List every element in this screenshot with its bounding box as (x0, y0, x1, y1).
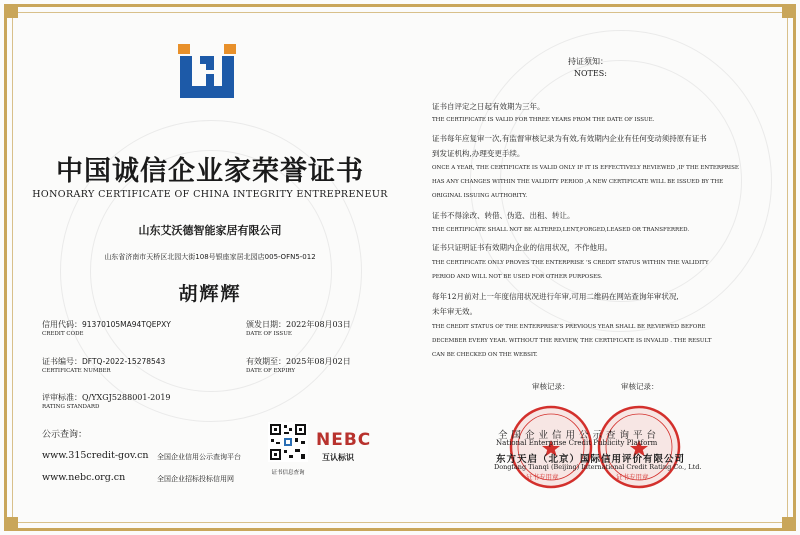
notes-title: 持证须知： (568, 57, 608, 66)
note-2-en: ONCE A YEAR, THE CERTIFICATE IS VALID ONLY IF IT IS EFFECTIVELY REVIEWED ,IF THE ENTERPRISE (432, 165, 739, 171)
frame-corner (782, 4, 796, 18)
notes-title-en: NOTES: (574, 69, 607, 78)
issue-date-en: DATE OF ISSUE (246, 331, 292, 337)
note-3-en: THE CERTIFICATE SHALL NOT BE ALTERED,LENT,FORGED,LEASED OR TRANSFERRED. (432, 227, 690, 233)
company-address: 山东省济南市天桥区北园大街108号银座家居北园店005-OFN5-012 (104, 253, 316, 261)
frame-corner (4, 4, 18, 18)
expiry-date-label: 有效期至： (246, 357, 286, 366)
note-2-cn-cont: 到发证机构,办理变更手续。 (432, 149, 525, 158)
cert-number-value: DFTQ-2022-15278543 (82, 357, 166, 366)
rating-label: 评审标准： (42, 393, 82, 402)
note-5-cn: 每年12月前对上一年度信用状况进行年审,可用二维码在网站查询年审状况, (432, 292, 679, 301)
note-3-cn: 证书不得涂改、转借、伪造、出租、转让。 (432, 211, 575, 220)
rating-value: Q/YXGJ5288001-2019 (82, 393, 171, 402)
certificate-title-en: HONORARY CERTIFICATE OF CHINA INTEGRITY ENTREPRENEUR (32, 189, 388, 200)
issue-date-field (246, 320, 351, 338)
review-record-1: 审核记录： (532, 382, 570, 391)
note-5-en: DECEMBER EVERY YEAR. WITHOUT THE REVIEW, THE CERTIFICATE IS INVALID . THE RESULT (432, 338, 712, 344)
qr-code-icon[interactable] (268, 422, 308, 462)
nebc-caption: 互认标识 (322, 452, 354, 462)
note-1-en: THE CERTIFICATE IS VALID FOR THREE YEARS FROM THE DATE OF ISSUE. (432, 117, 655, 123)
note-2-cn: 证书每年应复审一次,有监督审核记录为有效,有效期内企业有任何变动须持原有证书 (432, 134, 707, 143)
cert-number-label: 证书编号： (42, 357, 82, 366)
recipient-name: 胡辉辉 (178, 283, 242, 305)
qr-caption: 证书信息查询 (271, 470, 305, 476)
notes-panel (420, 24, 780, 514)
note-4-en: THE CERTIFICATE ONLY PROVES THE ENTERPRISE ’S CREDIT STATUS WITHIN THE VALIDITY (432, 260, 709, 266)
cert-number-field (42, 357, 165, 375)
seal-text: 证书专用章 (526, 473, 559, 481)
note-1-cn: 证书自评定之日起有效期为三年。 (432, 102, 545, 111)
review-record-2: 审核记录： (621, 382, 659, 391)
credit-code-en: CREDIT CODE (42, 331, 84, 337)
cert-number-en: CERTIFICATE NUMBER (42, 368, 111, 374)
issuer-name: 东方天启（北京）国际信用评价有限公司 (496, 454, 686, 465)
company-name: 山东艾沃德智能家居有限公司 (138, 224, 282, 237)
issuer-name-en: Dongfang Tianqi (Beijing) International Credit Rating Co., Ltd. (494, 463, 702, 471)
query-label: 公示查询： (42, 430, 88, 440)
expiry-date-en: DATE OF EXPIRY (246, 368, 295, 374)
site-link-315credit[interactable]: www.315credit-gov.cn (42, 450, 149, 461)
note-5-en: CAN BE CHECKED ON THE WEBSIT. (432, 352, 538, 358)
note-4-cn: 证书只证明证书有效期内企业的信用状况，不作他用。 (432, 243, 612, 252)
issue-date-label: 颁发日期： (246, 320, 286, 329)
certificate-left-panel (24, 24, 396, 514)
platform-name-en: National Enterprise Credit Publicity Platform (496, 439, 658, 447)
expiry-date-field (246, 357, 351, 375)
credit-code-label: 信用代码： (42, 320, 82, 329)
expiry-date-value: 2025年08月02日 (286, 357, 351, 366)
seal-text: 证书专用章 (616, 473, 649, 481)
note-4-en: PERIOD AND WILL NOT BE USED FOR OTHER PURPOSES. (432, 274, 603, 280)
site-desc-315credit: 全国企业信用公示查询平台 (157, 453, 241, 461)
note-2-en: HAS ANY CHANGES WITHIN THE VALIDITY PERIOD ,A NEW CERTIFICATE WILL BE ISSUED BY THE (432, 179, 724, 185)
rating-standard-field (42, 393, 171, 411)
platform-name: 全国企业信用公示查询平台 (498, 430, 661, 441)
certificate-title: 中国诚信企业家荣誉证书 (56, 156, 364, 187)
issue-date-value: 2022年08月03日 (286, 320, 351, 329)
nebc-logo: NEBC (316, 430, 372, 450)
note-5-cn-cont: 未年审无效。 (432, 307, 477, 316)
site-link-nebc[interactable]: www.nebc.org.cn (42, 472, 126, 483)
frame-corner (782, 517, 796, 531)
credit-code-value: 91370105MA94TQEPXY (82, 320, 171, 329)
frame-corner (4, 517, 18, 531)
rating-en: RATING STANDARD (42, 404, 100, 410)
note-5-en: THE CREDIT STATUS OF THE ENTERPRISE’S PREVIOUS YEAR SHALL BE REVIEWED BEFORE (432, 324, 706, 330)
site-desc-nebc: 全国企业招标投标信用网 (157, 475, 234, 483)
certificate-logo-icon (176, 42, 238, 100)
credit-code-field (42, 320, 171, 338)
note-2-en: ORIGINAL ISSUING AUTHORITY. (432, 193, 528, 199)
